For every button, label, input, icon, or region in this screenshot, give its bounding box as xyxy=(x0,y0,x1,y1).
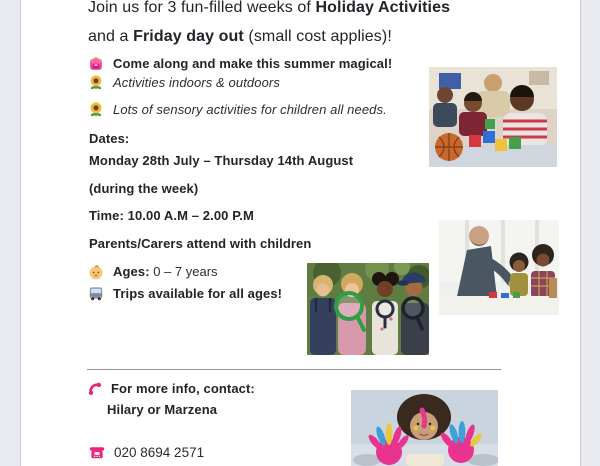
ages-value: 0 – 7 years xyxy=(149,264,218,279)
flyer-document xyxy=(20,0,581,466)
heading-line1-bold: Holiday Activities xyxy=(315,0,451,16)
contact-row xyxy=(88,381,255,396)
dates-note: (during the week) xyxy=(89,181,199,196)
dates-label: Dates: xyxy=(89,131,130,146)
ages-text xyxy=(113,263,218,281)
photo-children-with-magnifying-glasses xyxy=(307,263,429,355)
heading-line2-post: (small cost applies)! xyxy=(243,28,392,45)
dates-value: Monday 28th July – Thursday 14th August xyxy=(89,153,354,168)
phone-receiver-icon xyxy=(88,382,102,396)
heading-line2-bold: Friday day out xyxy=(133,28,244,45)
sunflower-icon xyxy=(88,101,104,117)
bullet-indoors-text: Activities indoors & outdoors xyxy=(113,74,280,90)
parents-line: Parents/Carers attend with children xyxy=(89,236,312,251)
bullet-indoors xyxy=(88,74,280,90)
photo-girl-with-painted-hands xyxy=(351,390,498,466)
ages-row xyxy=(88,263,218,281)
phone-row xyxy=(89,444,204,460)
heading-line2-pre: and a xyxy=(88,28,134,45)
bullet-magical xyxy=(88,55,392,71)
bullet-magical-text: Come along and make this summer magical! xyxy=(113,55,393,71)
trips-text: Trips available for all ages! xyxy=(113,285,283,301)
photo-children-playing-with-blocks xyxy=(429,67,557,167)
phone-number: 020 8694 2571 xyxy=(114,444,205,460)
photo-adult-doing-crafts-with-children xyxy=(439,220,559,315)
bullet-sensory xyxy=(88,101,387,117)
time-line: Time: 10.00 A.M – 2.00 P.M xyxy=(89,208,254,223)
sunflower-icon xyxy=(88,74,104,90)
contact-heading: For more info, contact: xyxy=(111,381,255,396)
contact-names: Hilary or Marzena xyxy=(107,402,218,417)
bullet-sensory-text: Lots of sensory activities for children all needs. xyxy=(113,101,387,117)
trips-row xyxy=(88,285,282,301)
baby-icon xyxy=(88,264,104,280)
section-divider xyxy=(87,369,501,370)
telephone-icon xyxy=(89,444,105,460)
bus-icon xyxy=(88,285,104,301)
ages-label: Ages: xyxy=(113,264,150,279)
backpack-icon xyxy=(88,55,104,71)
heading-line1-normal: Join us for 3 fun-filled weeks of xyxy=(88,0,316,16)
flyer-heading xyxy=(88,0,568,51)
